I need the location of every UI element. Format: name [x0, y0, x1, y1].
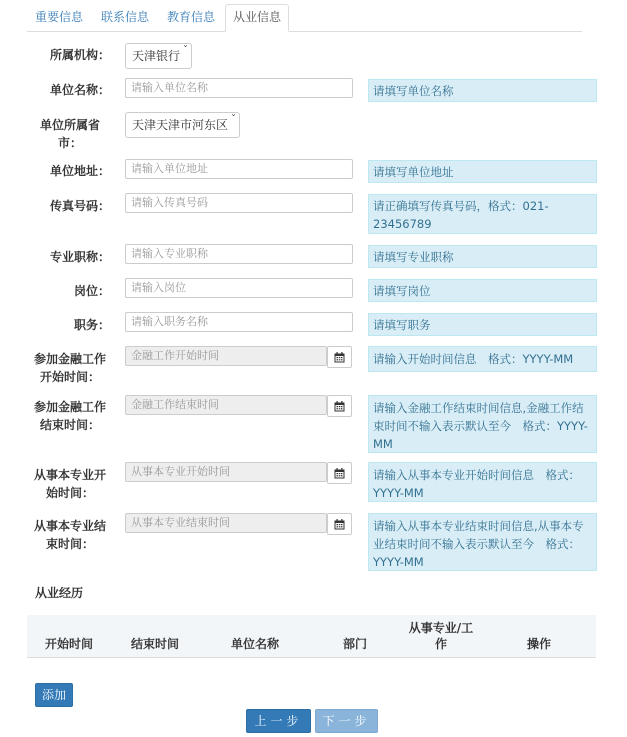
fin-start-hint: 请输入开始时间信息 格式：YYYY-MM — [368, 346, 597, 372]
tab-bar — [27, 0, 582, 32]
pro-start-hint: 请输入从事本专业开始时间信息 格式：YYYY-MM — [368, 462, 597, 502]
pro-start-label-line2: 始时间： — [45, 486, 94, 500]
tab-education-info[interactable]: 教育信息 — [167, 10, 216, 24]
next-step-button[interactable]: 下一步 — [315, 709, 378, 733]
calendar-icon — [334, 401, 345, 412]
col-actions: 操作 — [526, 637, 551, 651]
fin-end-hint: 请输入金融工作结束时间信息,金融工作结束时间不输入表示默认至今 格式：YYYY-MM — [368, 395, 597, 453]
pro-end-label-line1: 从事本专业结 — [33, 519, 106, 533]
duty-label: 职务： — [73, 318, 110, 332]
address-hint: 请填写单位地址 — [368, 160, 597, 183]
fax-label: 传真号码： — [49, 199, 110, 213]
calendar-icon — [334, 352, 345, 363]
fin-end-label-line1: 参加金融工作 — [33, 400, 106, 414]
org-select-value: 天津银行 — [132, 49, 181, 63]
title-label: 专业职称： — [49, 250, 110, 264]
fin-end-calendar-button[interactable] — [327, 395, 352, 417]
fin-end-label — [30, 398, 110, 434]
pro-end-label-line2: 束时间： — [45, 537, 94, 551]
fin-start-calendar-button[interactable] — [327, 346, 352, 368]
duty-input[interactable]: 请输入职务名称 — [125, 312, 353, 332]
fin-start-label — [30, 350, 110, 386]
address-label: 单位地址： — [49, 164, 110, 178]
fax-hint: 请正确填写传真号码，格式：021-23456789 — [368, 194, 597, 234]
col-end-time: 结束时间 — [130, 637, 179, 651]
fin-start-label-line2: 开始时间： — [39, 370, 100, 384]
duty-hint: 请填写职务 — [368, 313, 597, 336]
pro-end-calendar-button[interactable] — [327, 513, 352, 535]
col-start-time: 开始时间 — [44, 637, 93, 651]
history-table-header — [27, 615, 596, 658]
org-select[interactable] — [125, 43, 192, 69]
pro-end-hint: 请输入从事本专业结束时间信息,从事本专业结束时间不输入表示默认至今 格式：YYYY-MM — [368, 513, 597, 571]
province-label-line1: 单位所属省 — [39, 118, 100, 132]
pro-start-label — [30, 466, 110, 502]
unit-name-input[interactable]: 请输入单位名称 — [125, 78, 353, 98]
calendar-icon — [334, 468, 345, 479]
title-hint: 请填写专业职称 — [368, 245, 597, 268]
prev-step-button[interactable]: 上一步 — [246, 709, 311, 733]
pro-end-date-input[interactable]: 从事本专业结束时间 — [125, 513, 327, 533]
province-select[interactable] — [125, 112, 240, 138]
province-label — [30, 116, 110, 152]
pro-start-calendar-button[interactable] — [327, 462, 352, 484]
post-input[interactable]: 请输入岗位 — [125, 278, 353, 298]
col-unit-name: 单位名称 — [230, 637, 279, 651]
province-label-line2: 市： — [57, 136, 82, 150]
fin-start-label-line1: 参加金融工作 — [33, 352, 106, 366]
chevron-down-icon: ˇ — [231, 114, 236, 125]
tab-contact-info[interactable]: 联系信息 — [101, 10, 150, 24]
chevron-down-icon: ˇ — [183, 45, 188, 56]
unit-name-label: 单位名称： — [49, 83, 110, 97]
post-label: 岗位： — [73, 284, 110, 298]
history-section-title: 从业经历 — [35, 586, 84, 600]
province-select-value: 天津天津市河东区 — [132, 118, 229, 132]
pro-end-label — [30, 517, 110, 553]
address-input[interactable]: 请输入单位地址 — [125, 159, 353, 179]
professional-title-input[interactable]: 请输入专业职称 — [125, 244, 353, 264]
pro-start-date-input[interactable]: 从事本专业开始时间 — [125, 462, 327, 482]
calendar-icon — [334, 519, 345, 530]
fax-input[interactable]: 请输入传真号码 — [125, 193, 353, 213]
unit-name-hint: 请填写单位名称 — [368, 79, 597, 102]
pro-start-label-line1: 从事本专业开 — [33, 468, 106, 482]
fin-end-date-input[interactable]: 金融工作结束时间 — [125, 395, 327, 415]
add-button[interactable]: 添加 — [35, 683, 73, 707]
col-major-work-line2: 作 — [434, 637, 447, 651]
post-hint: 请填写岗位 — [368, 279, 597, 302]
col-major-work — [397, 620, 485, 652]
tab-important-info[interactable]: 重要信息 — [35, 10, 84, 24]
fin-start-date-input[interactable]: 金融工作开始时间 — [125, 346, 327, 366]
org-label: 所属机构： — [49, 48, 110, 62]
col-department: 部门 — [342, 637, 367, 651]
fin-end-label-line2: 结束时间： — [39, 418, 100, 432]
tab-employment-info[interactable]: 从业信息 — [225, 4, 289, 32]
col-major-work-line1: 从事专业/工 — [408, 621, 474, 635]
